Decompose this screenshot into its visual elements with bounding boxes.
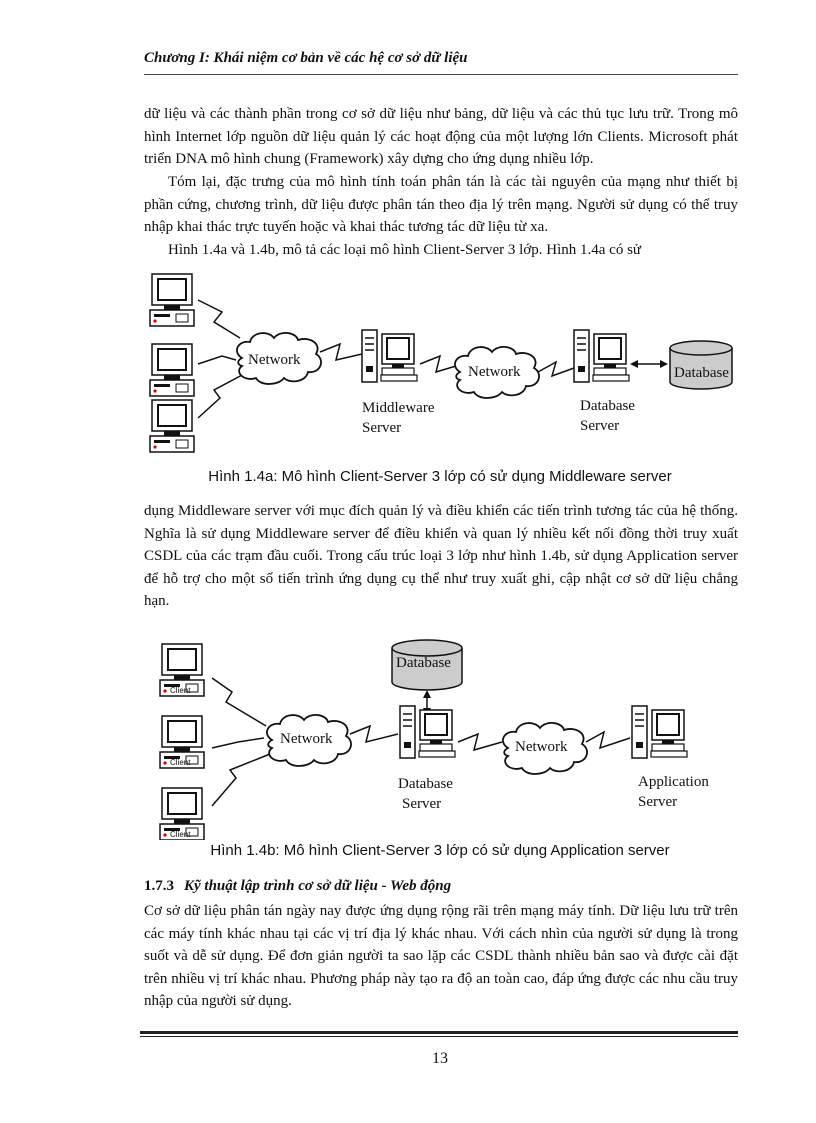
paragraph-1: dữ liệu và các thành phần trong cơ sở dữ liệu như bảng, dữ liệu và các thủ tục lưu trữ. Trong mô hình Internet lớp nguồn dữ liệu quản lý các hoạt động của một lượng lớn Clients. Microsoft phát triển DNA mô hình chung (Framework) xây dựng cho ứng dụng nhiều lớp. [144,106,738,168]
database-label: Database [674,365,729,381]
appserver-label-1: Application [638,774,709,790]
section-title: Kỹ thuật lập trình cơ sở dữ liệu - Web động [184,878,452,894]
link-client2-network [212,738,264,748]
application-server-icon [632,706,687,758]
client-computer-3 [150,400,194,452]
paragraph-4: dụng Middleware server với mục đích quản lý và điều khiển các tiến trình tương tác của hệ thống. Nghĩa là sử dụng Middleware server để điều khiển và quan lý nhiều kết nối đồng thời truy xuất CSDL của các trạm đầu cuối. Trong cấu trúc loại 3 lớp như hình 1.4b, sử dụng Application server để hỗ trợ cho một số tiến trình ứng dụng cụ thể như truy xuất ghi, cập nhật cơ sở dữ liệu chẳng hạn. [144,503,738,610]
arrowhead-left [630,360,638,368]
section-heading [144,878,451,895]
middleware-label-1: Middleware [362,400,435,416]
database-server-icon [400,706,455,758]
paragraph-3: Hình 1.4a và 1.4b, mô tả các loại mô hình Client-Server 3 lớp. Hình 1.4a có sử [168,242,642,258]
client-computer-1 [150,274,194,326]
page-header: Chương I: Khái niệm cơ bản về các hệ cơ sở dữ liệu [144,50,468,66]
network-label-1: Network [248,352,301,368]
link-client3-network [198,374,244,418]
dbserver-label-1: Database [398,776,453,792]
paragraph-2: Tóm lại, đặc trưng của mô hình tính toán phân tán là các tài nguyên của mạng như thiết bị phần cứng, chương trình, dữ liệu được phân tán theo địa lý trên mạng. Người sử dụng có thể truy nhập khai thác trực tuyến hoặc và khai thác tương tác dữ liệu từ xa. [144,174,738,236]
appserver-label-2: Server [638,794,678,810]
footer-rule-thick [140,1031,738,1034]
paragraph-5: Cơ sở dữ liệu phân tán ngày nay được ứng dụng rộng rãi trên mạng máy tính. Dữ liệu lưu trữ trên các máy tính khác nhau tại các vị trí địa lý khác nhau. Với cách nhìn của người sử dụng là trong suốt và dễ sử dụng. Để đơn giản người ta sao lặp các CSDL thành nhiều bản sao và được cài đặt trên nhiều vị trí khác nhau. Phương pháp này tạo ra độ an toàn cao, đáp ứng được các nhu cầu truy nhập của người sử dụng. [144,903,738,1010]
link-client3-network [212,754,270,806]
dbserver-label-1: Database [580,398,635,414]
page-number: 13 [432,1050,448,1067]
network-label-2: Network [515,739,568,755]
link-network-dbserver [538,362,574,376]
link-client1-network [198,300,240,338]
figure-1-4b [0,630,816,840]
link-network-dbserver [350,726,398,742]
link-network-appserver [586,732,630,748]
client-label-3: Client [170,830,191,839]
figure-1-4a-caption: Hình 1.4a: Mô hình Client-Server 3 lớp có sử dụng Middleware server [208,468,672,485]
network-label-2: Network [468,364,521,380]
database-server-icon [574,330,629,382]
client-label-1: Client [170,686,191,695]
client-label-2: Client [170,758,191,767]
arrowhead-up [423,690,431,698]
dbserver-label-2: Server [402,796,442,812]
dbserver-label-2: Server [580,418,620,434]
link-dbserver-network [458,734,502,750]
link-client1-network [212,678,266,726]
database-label: Database [396,655,451,671]
figure-1-4a [0,260,816,460]
figure-1-4b-caption: Hình 1.4b: Mô hình Client-Server 3 lớp có sử dụng Application server [210,842,670,859]
network-label-1: Network [280,731,333,747]
section-number: 1.7.3 [144,878,174,894]
footer-rule-thin [140,1036,738,1037]
link-network-middleware [320,344,362,360]
link-middleware-network [420,356,456,372]
header-rule [144,74,738,75]
link-client2-network [198,356,236,364]
arrowhead-right [660,360,668,368]
middleware-label-2: Server [362,420,402,436]
middleware-server-icon [362,330,417,382]
client-computer-2 [150,344,194,396]
